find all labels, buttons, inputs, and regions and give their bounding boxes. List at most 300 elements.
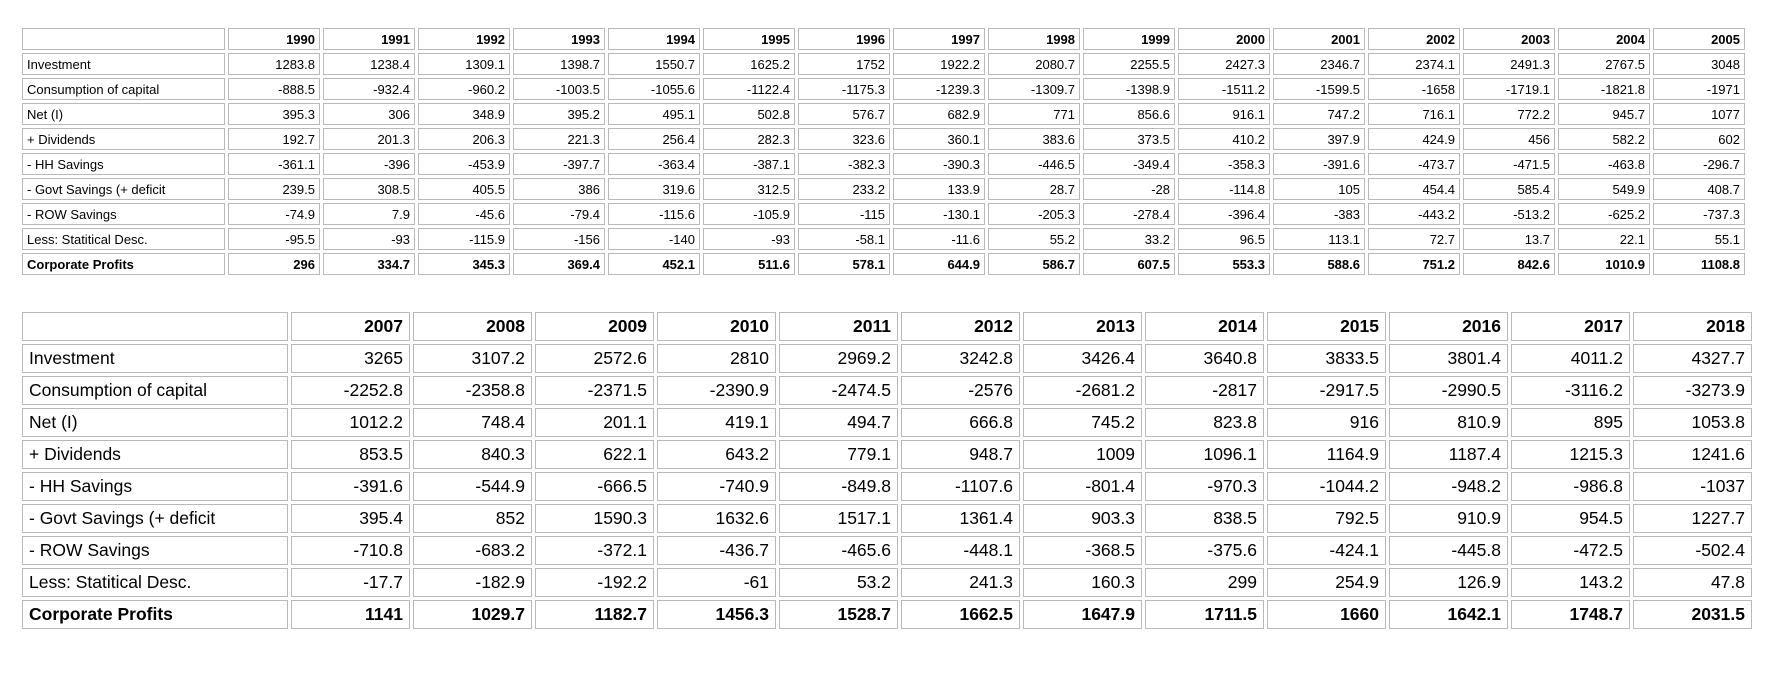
value-cell: -666.5: [535, 472, 654, 501]
value-cell: 13.7: [1463, 228, 1555, 250]
value-cell: -130.1: [893, 203, 985, 225]
value-cell: 4011.2: [1511, 344, 1630, 373]
value-cell: -397.7: [513, 153, 605, 175]
year-header-cell: 1992: [418, 28, 510, 50]
year-header-cell: 1999: [1083, 28, 1175, 50]
value-cell: 55.1: [1653, 228, 1745, 250]
value-cell: 2080.7: [988, 53, 1080, 75]
value-cell: 582.2: [1558, 128, 1650, 150]
value-cell: -1821.8: [1558, 78, 1650, 100]
value-cell: 1096.1: [1145, 440, 1264, 469]
value-cell: 96.5: [1178, 228, 1270, 250]
corner-cell: [22, 28, 225, 50]
year-header-cell: 2007: [291, 312, 410, 341]
value-cell: 1748.7: [1511, 600, 1630, 629]
value-cell: -1003.5: [513, 78, 605, 100]
value-cell: 383.6: [988, 128, 1080, 150]
value-cell: -1239.3: [893, 78, 985, 100]
value-cell: 47.8: [1633, 568, 1752, 597]
table-row: [22, 440, 1752, 469]
year-header-cell: 2000: [1178, 28, 1270, 50]
value-cell: 916: [1267, 408, 1386, 437]
value-cell: -801.4: [1023, 472, 1142, 501]
value-cell: 1283.8: [228, 53, 320, 75]
row-label-cell: - HH Savings: [22, 153, 225, 175]
value-cell: 410.2: [1178, 128, 1270, 150]
value-cell: 1227.7: [1633, 504, 1752, 533]
year-header-cell: 2011: [779, 312, 898, 341]
value-cell: -453.9: [418, 153, 510, 175]
year-header-cell: 2014: [1145, 312, 1264, 341]
table-1990-2005: [19, 25, 1748, 278]
table-2007-2018: [19, 309, 1755, 632]
row-label-cell: - ROW Savings: [22, 536, 288, 565]
value-cell: 3265: [291, 344, 410, 373]
value-cell: 1164.9: [1267, 440, 1386, 469]
year-header-cell: 1995: [703, 28, 795, 50]
value-cell: -156: [513, 228, 605, 250]
value-cell: 395.2: [513, 103, 605, 125]
value-cell: 55.2: [988, 228, 1080, 250]
value-cell: 1642.1: [1389, 600, 1508, 629]
value-cell: -948.2: [1389, 472, 1508, 501]
value-cell: -3273.9: [1633, 376, 1752, 405]
value-cell: -205.3: [988, 203, 1080, 225]
value-cell: 1590.3: [535, 504, 654, 533]
value-cell: -2576: [901, 376, 1020, 405]
value-cell: 405.5: [418, 178, 510, 200]
year-header-cell: 2016: [1389, 312, 1508, 341]
value-cell: -1055.6: [608, 78, 700, 100]
value-cell: 395.4: [291, 504, 410, 533]
value-cell: 772.2: [1463, 103, 1555, 125]
value-cell: -382.3: [798, 153, 890, 175]
value-cell: -61: [657, 568, 776, 597]
value-cell: 1029.7: [413, 600, 532, 629]
value-cell: -473.7: [1368, 153, 1460, 175]
value-cell: -888.5: [228, 78, 320, 100]
value-cell: 2810: [657, 344, 776, 373]
value-cell: 348.9: [418, 103, 510, 125]
value-cell: 452.1: [608, 253, 700, 275]
value-cell: 360.1: [893, 128, 985, 150]
table-row: [22, 376, 1752, 405]
value-cell: -710.8: [291, 536, 410, 565]
value-cell: 840.3: [413, 440, 532, 469]
value-cell: 1660: [1267, 600, 1386, 629]
value-cell: 585.4: [1463, 178, 1555, 200]
value-cell: -2917.5: [1267, 376, 1386, 405]
row-label-cell: + Dividends: [22, 440, 288, 469]
value-cell: 916.1: [1178, 103, 1270, 125]
year-header-cell: 1993: [513, 28, 605, 50]
value-cell: 1456.3: [657, 600, 776, 629]
year-header-cell: 2017: [1511, 312, 1630, 341]
value-cell: 2346.7: [1273, 53, 1365, 75]
value-cell: 373.5: [1083, 128, 1175, 150]
value-cell: 1241.6: [1633, 440, 1752, 469]
value-cell: -114.8: [1178, 178, 1270, 200]
value-cell: 2427.3: [1178, 53, 1270, 75]
value-cell: 386: [513, 178, 605, 200]
value-cell: 241.3: [901, 568, 1020, 597]
value-cell: 2969.2: [779, 344, 898, 373]
value-cell: 1238.4: [323, 53, 415, 75]
value-cell: 607.5: [1083, 253, 1175, 275]
value-cell: -390.3: [893, 153, 985, 175]
value-cell: 282.3: [703, 128, 795, 150]
value-cell: 1632.6: [657, 504, 776, 533]
value-cell: -960.2: [418, 78, 510, 100]
value-cell: 745.2: [1023, 408, 1142, 437]
value-cell: -372.1: [535, 536, 654, 565]
value-cell: -1658: [1368, 78, 1460, 100]
value-cell: 454.4: [1368, 178, 1460, 200]
value-cell: 948.7: [901, 440, 1020, 469]
value-cell: 494.7: [779, 408, 898, 437]
value-cell: 3048: [1653, 53, 1745, 75]
value-cell: -737.3: [1653, 203, 1745, 225]
value-cell: -1511.2: [1178, 78, 1270, 100]
value-cell: -11.6: [893, 228, 985, 250]
row-label-cell: Less: Statitical Desc.: [22, 228, 225, 250]
value-cell: 578.1: [798, 253, 890, 275]
value-cell: -463.8: [1558, 153, 1650, 175]
value-cell: -115: [798, 203, 890, 225]
row-label-cell: Corporate Profits: [22, 600, 288, 629]
value-cell: -115.6: [608, 203, 700, 225]
value-cell: 334.7: [323, 253, 415, 275]
year-header-cell: 2018: [1633, 312, 1752, 341]
value-cell: 954.5: [1511, 504, 1630, 533]
value-cell: 296: [228, 253, 320, 275]
value-cell: 838.5: [1145, 504, 1264, 533]
value-cell: -391.6: [1273, 153, 1365, 175]
value-cell: 3426.4: [1023, 344, 1142, 373]
value-cell: -361.1: [228, 153, 320, 175]
value-cell: -1309.7: [988, 78, 1080, 100]
value-cell: -1398.9: [1083, 78, 1175, 100]
value-cell: -95.5: [228, 228, 320, 250]
value-cell: 206.3: [418, 128, 510, 150]
value-cell: 345.3: [418, 253, 510, 275]
year-header-cell: 2010: [657, 312, 776, 341]
value-cell: 3242.8: [901, 344, 1020, 373]
value-cell: 369.4: [513, 253, 605, 275]
value-cell: 910.9: [1389, 504, 1508, 533]
value-cell: 779.1: [779, 440, 898, 469]
value-cell: 254.9: [1267, 568, 1386, 597]
value-cell: -1599.5: [1273, 78, 1365, 100]
table-row: [22, 228, 1745, 250]
value-cell: 126.9: [1389, 568, 1508, 597]
value-cell: 2572.6: [535, 344, 654, 373]
row-label-cell: - Govt Savings (+ deficit: [22, 504, 288, 533]
value-cell: -2681.2: [1023, 376, 1142, 405]
value-cell: -932.4: [323, 78, 415, 100]
table-row: [22, 536, 1752, 565]
table-row: [22, 128, 1745, 150]
row-label-cell: Consumption of capital: [22, 78, 225, 100]
table-row: [22, 153, 1745, 175]
value-cell: 810.9: [1389, 408, 1508, 437]
value-cell: -58.1: [798, 228, 890, 250]
value-cell: 2374.1: [1368, 53, 1460, 75]
value-cell: 1182.7: [535, 600, 654, 629]
value-cell: 2491.3: [1463, 53, 1555, 75]
value-cell: -1037: [1633, 472, 1752, 501]
table-row: [22, 53, 1745, 75]
table-row: [22, 103, 1745, 125]
value-cell: 308.5: [323, 178, 415, 200]
value-cell: 747.2: [1273, 103, 1365, 125]
value-cell: 1625.2: [703, 53, 795, 75]
value-cell: -387.1: [703, 153, 795, 175]
value-cell: 72.7: [1368, 228, 1460, 250]
value-cell: -1044.2: [1267, 472, 1386, 501]
value-cell: 2031.5: [1633, 600, 1752, 629]
table-row: [22, 253, 1745, 275]
value-cell: -140: [608, 228, 700, 250]
value-cell: 201.1: [535, 408, 654, 437]
value-cell: 549.9: [1558, 178, 1650, 200]
value-cell: 1077: [1653, 103, 1745, 125]
year-header-cell: 1996: [798, 28, 890, 50]
value-cell: -1175.3: [798, 78, 890, 100]
corner-cell: [22, 312, 288, 341]
value-cell: 312.5: [703, 178, 795, 200]
value-cell: -93: [703, 228, 795, 250]
value-cell: 1517.1: [779, 504, 898, 533]
value-cell: 1309.1: [418, 53, 510, 75]
value-cell: 143.2: [1511, 568, 1630, 597]
value-cell: -2252.8: [291, 376, 410, 405]
value-cell: 319.6: [608, 178, 700, 200]
row-label-cell: Less: Statitical Desc.: [22, 568, 288, 597]
value-cell: -182.9: [413, 568, 532, 597]
value-cell: 3833.5: [1267, 344, 1386, 373]
value-cell: -471.5: [1463, 153, 1555, 175]
value-cell: -192.2: [535, 568, 654, 597]
value-cell: 1141: [291, 600, 410, 629]
value-cell: 397.9: [1273, 128, 1365, 150]
year-header-cell: 2012: [901, 312, 1020, 341]
value-cell: 771: [988, 103, 1080, 125]
value-cell: -2358.8: [413, 376, 532, 405]
value-cell: -375.6: [1145, 536, 1264, 565]
row-label-cell: - HH Savings: [22, 472, 288, 501]
value-cell: 748.4: [413, 408, 532, 437]
value-cell: 1711.5: [1145, 600, 1264, 629]
table-row: [22, 178, 1745, 200]
value-cell: -502.4: [1633, 536, 1752, 565]
year-header-cell: 2001: [1273, 28, 1365, 50]
value-cell: 903.3: [1023, 504, 1142, 533]
value-cell: 1550.7: [608, 53, 700, 75]
value-cell: 602: [1653, 128, 1745, 150]
year-header-cell: 2013: [1023, 312, 1142, 341]
value-cell: -74.9: [228, 203, 320, 225]
value-cell: 1922.2: [893, 53, 985, 75]
value-cell: 306: [323, 103, 415, 125]
value-cell: -296.7: [1653, 153, 1745, 175]
value-cell: 842.6: [1463, 253, 1555, 275]
value-cell: 1010.9: [1558, 253, 1650, 275]
row-label-cell: Net (I): [22, 408, 288, 437]
value-cell: 113.1: [1273, 228, 1365, 250]
row-label-cell: + Dividends: [22, 128, 225, 150]
table-row: [22, 408, 1752, 437]
value-cell: 495.1: [608, 103, 700, 125]
value-cell: 22.1: [1558, 228, 1650, 250]
value-cell: -278.4: [1083, 203, 1175, 225]
value-cell: -1719.1: [1463, 78, 1555, 100]
value-cell: 105: [1273, 178, 1365, 200]
year-header-cell: 1991: [323, 28, 415, 50]
value-cell: 1361.4: [901, 504, 1020, 533]
value-cell: 424.9: [1368, 128, 1460, 150]
value-cell: 856.6: [1083, 103, 1175, 125]
value-cell: 588.6: [1273, 253, 1365, 275]
value-cell: 192.7: [228, 128, 320, 150]
value-cell: 3801.4: [1389, 344, 1508, 373]
value-cell: 716.1: [1368, 103, 1460, 125]
value-cell: -105.9: [703, 203, 795, 225]
value-cell: -396: [323, 153, 415, 175]
table-row: [22, 472, 1752, 501]
value-cell: 1108.8: [1653, 253, 1745, 275]
row-label-cell: Investment: [22, 53, 225, 75]
value-cell: 853.5: [291, 440, 410, 469]
value-cell: 4327.7: [1633, 344, 1752, 373]
value-cell: 323.6: [798, 128, 890, 150]
row-label-cell: - Govt Savings (+ deficit: [22, 178, 225, 200]
value-cell: 201.3: [323, 128, 415, 150]
year-header-cell: 1998: [988, 28, 1080, 50]
table-row: [22, 344, 1752, 373]
table-row: [22, 504, 1752, 533]
year-header-cell: 2008: [413, 312, 532, 341]
value-cell: -45.6: [418, 203, 510, 225]
year-header-row: [22, 28, 1745, 50]
value-cell: 28.7: [988, 178, 1080, 200]
value-cell: -465.6: [779, 536, 898, 565]
value-cell: 53.2: [779, 568, 898, 597]
value-cell: 553.3: [1178, 253, 1270, 275]
table-row: [22, 203, 1745, 225]
value-cell: 586.7: [988, 253, 1080, 275]
year-header-cell: 1990: [228, 28, 320, 50]
value-cell: 7.9: [323, 203, 415, 225]
year-header-cell: 2015: [1267, 312, 1386, 341]
value-cell: -986.8: [1511, 472, 1630, 501]
table-row: [22, 600, 1752, 629]
value-cell: 1215.3: [1511, 440, 1630, 469]
value-cell: 1398.7: [513, 53, 605, 75]
value-cell: -472.5: [1511, 536, 1630, 565]
value-cell: -115.9: [418, 228, 510, 250]
value-cell: 233.2: [798, 178, 890, 200]
value-cell: 666.8: [901, 408, 1020, 437]
value-cell: 1009: [1023, 440, 1142, 469]
value-cell: -625.2: [1558, 203, 1650, 225]
value-cell: -79.4: [513, 203, 605, 225]
year-header-row: [22, 312, 1752, 341]
value-cell: -358.3: [1178, 153, 1270, 175]
year-header-cell: 2009: [535, 312, 654, 341]
value-cell: 644.9: [893, 253, 985, 275]
value-cell: -2990.5: [1389, 376, 1508, 405]
value-cell: -3116.2: [1511, 376, 1630, 405]
value-cell: -446.5: [988, 153, 1080, 175]
value-cell: -1107.6: [901, 472, 1020, 501]
value-cell: 456: [1463, 128, 1555, 150]
value-cell: 1662.5: [901, 600, 1020, 629]
value-cell: -424.1: [1267, 536, 1386, 565]
value-cell: 133.9: [893, 178, 985, 200]
value-cell: 751.2: [1368, 253, 1460, 275]
value-cell: -443.2: [1368, 203, 1460, 225]
year-header-cell: 1994: [608, 28, 700, 50]
value-cell: 622.1: [535, 440, 654, 469]
value-cell: 3640.8: [1145, 344, 1264, 373]
value-cell: 576.7: [798, 103, 890, 125]
spreadsheet-canvas: [0, 25, 1778, 696]
row-label-cell: Corporate Profits: [22, 253, 225, 275]
value-cell: -391.6: [291, 472, 410, 501]
value-cell: 1528.7: [779, 600, 898, 629]
value-cell: 239.5: [228, 178, 320, 200]
row-label-cell: - ROW Savings: [22, 203, 225, 225]
value-cell: -513.2: [1463, 203, 1555, 225]
year-header-cell: 2004: [1558, 28, 1650, 50]
value-cell: -544.9: [413, 472, 532, 501]
value-cell: 1053.8: [1633, 408, 1752, 437]
value-cell: 852: [413, 504, 532, 533]
value-cell: 895: [1511, 408, 1630, 437]
value-cell: 1647.9: [1023, 600, 1142, 629]
value-cell: 256.4: [608, 128, 700, 150]
value-cell: -349.4: [1083, 153, 1175, 175]
year-header-cell: 2005: [1653, 28, 1745, 50]
value-cell: -2371.5: [535, 376, 654, 405]
value-cell: 1752: [798, 53, 890, 75]
value-cell: 419.1: [657, 408, 776, 437]
value-cell: -383: [1273, 203, 1365, 225]
value-cell: -1971: [1653, 78, 1745, 100]
value-cell: 1012.2: [291, 408, 410, 437]
value-cell: 502.8: [703, 103, 795, 125]
value-cell: -363.4: [608, 153, 700, 175]
year-header-cell: 2003: [1463, 28, 1555, 50]
table-row: [22, 568, 1752, 597]
value-cell: -396.4: [1178, 203, 1270, 225]
value-cell: -1122.4: [703, 78, 795, 100]
value-cell: 945.7: [1558, 103, 1650, 125]
value-cell: -28: [1083, 178, 1175, 200]
year-header-cell: 1997: [893, 28, 985, 50]
value-cell: 408.7: [1653, 178, 1745, 200]
value-cell: 1187.4: [1389, 440, 1508, 469]
row-label-cell: Consumption of capital: [22, 376, 288, 405]
row-label-cell: Net (I): [22, 103, 225, 125]
value-cell: 2255.5: [1083, 53, 1175, 75]
value-cell: -445.8: [1389, 536, 1508, 565]
row-label-cell: Investment: [22, 344, 288, 373]
value-cell: 395.3: [228, 103, 320, 125]
value-cell: -17.7: [291, 568, 410, 597]
value-cell: 299: [1145, 568, 1264, 597]
